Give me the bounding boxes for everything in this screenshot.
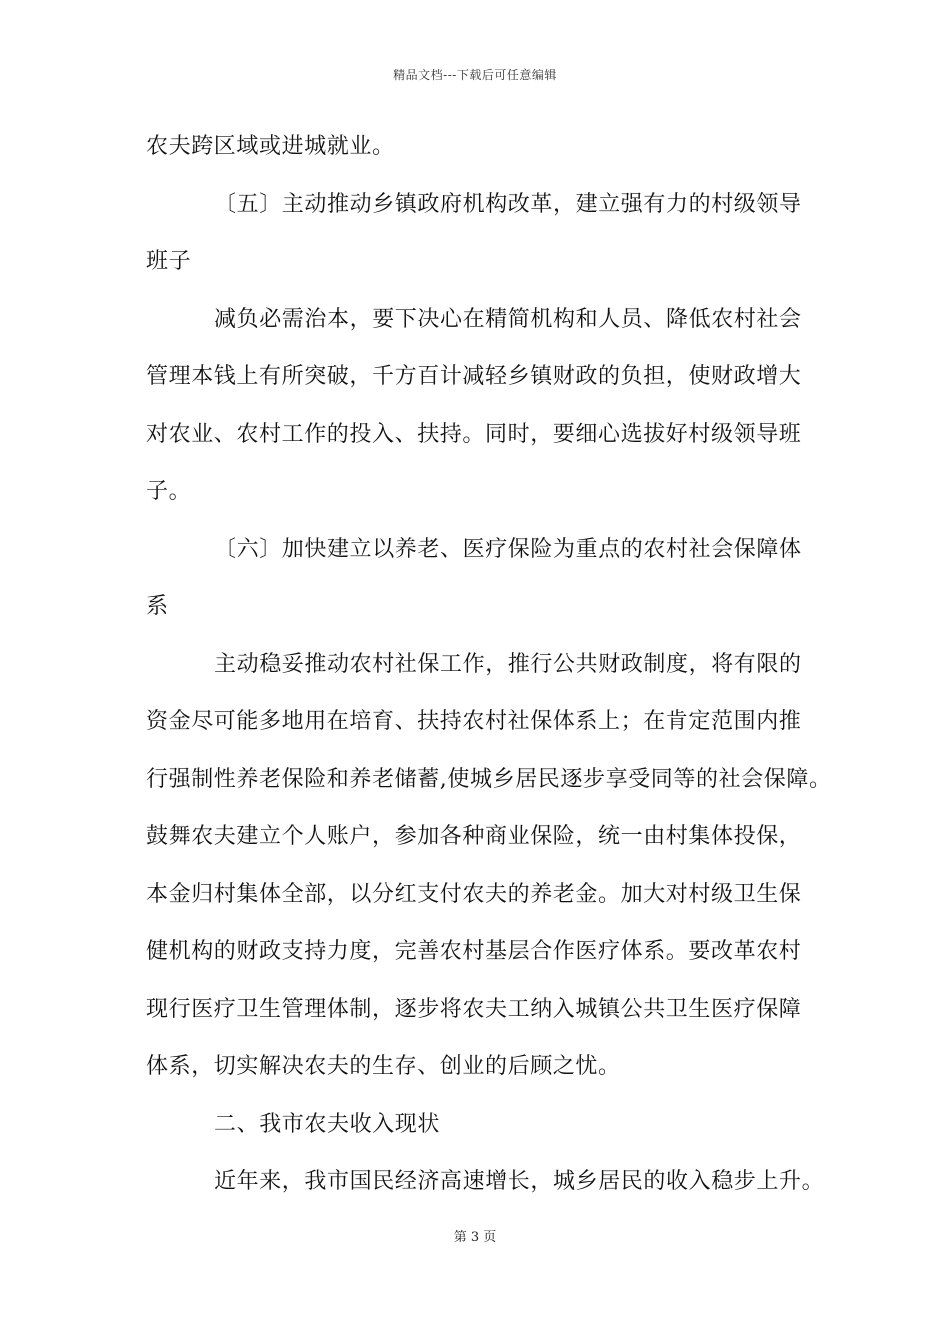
body-line: 资金尽可能多地用在培育、扶持农村社保体系上；在肯定范围内推 bbox=[146, 709, 802, 734]
body-line: 鼓舞农夫建立个人账户，参加各种商业保险，统一由村集体投保， bbox=[146, 824, 802, 849]
body-line: 子。 bbox=[146, 479, 192, 504]
section-heading-6: 〔六〕加快建立以养老、医疗保险为重点的农村社会保障体 bbox=[214, 536, 802, 562]
body-line: 本金归村集体全部，以分红支付农夫的养老金。加大对村级卫生保 bbox=[146, 881, 802, 907]
page-header: 精品文档---下载后可任意编辑 bbox=[393, 68, 557, 82]
body-line: 现行医疗卫生管理体制，逐步将农夫工纳入城镇公共卫生医疗保障 bbox=[146, 996, 802, 1022]
body-line: 主动稳妥推动农村社保工作，推行公共财政制度，将有限的 bbox=[214, 651, 802, 677]
body-line: 体系，切实解决农夫的生存、创业的后顾之忧。 bbox=[146, 1054, 621, 1079]
section-heading-5: 〔五〕主动推动乡镇政府机构改革，建立强有力的村级领导 bbox=[214, 191, 802, 217]
chapter-heading-2: 二、我市农夫收入现状 bbox=[214, 1111, 441, 1137]
body-line: 行强制性养老保险和养老储蓄,使城乡居民逐步享受同等的社会保障。 bbox=[146, 766, 832, 792]
section-heading-5-continued: 班子 bbox=[146, 249, 192, 274]
document-body bbox=[146, 118, 832, 1211]
body-line: 对农业、农村工作的投入、扶持。同时，要细心选拔好村级领导班 bbox=[146, 421, 802, 447]
body-line: 减负必需治本，要下决心在精简机构和人员、降低农村社会 bbox=[214, 306, 802, 332]
body-line: 近年来，我市国民经济高速增长，城乡居民的收入稳步上升。 bbox=[214, 1169, 825, 1194]
body-line: 健机构的财政支持力度，完善农村基层合作医疗体系。要改革农村 bbox=[146, 939, 802, 964]
body-line: 管理本钱上有所突破，千方百计减轻乡镇财政的负担，使财政增大 bbox=[146, 364, 802, 389]
page-number: 第 3 页 bbox=[453, 1230, 497, 1245]
section-heading-6-continued: 系 bbox=[146, 594, 169, 619]
body-line: 农夫跨区域或进城就业。 bbox=[146, 134, 395, 159]
